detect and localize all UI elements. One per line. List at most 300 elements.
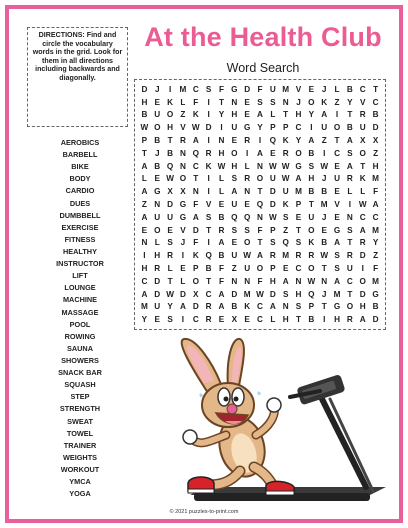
grid-letter[interactable]: D [167,199,174,209]
grid-letter[interactable]: R [205,315,212,325]
grid-letter[interactable]: V [360,97,366,107]
grid-letter[interactable]: E [231,136,238,146]
grid-letter[interactable]: B [218,212,225,222]
grid-letter[interactable]: D [205,123,212,133]
grid-letter[interactable]: B [346,84,353,94]
grid-letter[interactable]: O [256,263,264,273]
grid-letter[interactable]: E [334,161,340,171]
grid-letter[interactable]: M [372,174,379,184]
grid-letter[interactable]: S [205,212,212,222]
grid-letter[interactable]: A [269,302,276,312]
grid-letter[interactable]: V [295,84,302,94]
grid-letter[interactable]: R [205,302,212,312]
grid-letter[interactable]: E [154,174,160,184]
grid-letter[interactable]: Q [282,238,289,248]
grid-letter[interactable]: A [308,136,315,146]
grid-letter[interactable]: Q [192,148,199,158]
grid-letter[interactable]: I [246,148,249,158]
grid-letter[interactable]: R [269,251,276,261]
grid-letter[interactable]: P [193,263,199,273]
grid-letter[interactable]: F [218,276,224,286]
grid-letter[interactable]: W [358,199,367,209]
grid-letter[interactable]: E [282,263,289,273]
grid-letter[interactable]: Z [373,251,379,261]
grid-letter[interactable]: V [180,225,186,235]
grid-letter[interactable]: R [244,174,251,184]
grid-letter[interactable]: S [295,302,302,312]
grid-letter[interactable]: O [231,148,238,158]
grid-letter[interactable]: X [372,136,379,146]
grid-letter[interactable]: H [218,148,225,158]
grid-letter[interactable]: I [207,238,210,248]
grid-letter[interactable]: U [334,174,340,184]
grid-letter[interactable]: O [154,123,161,133]
grid-letter[interactable]: H [231,161,238,171]
grid-letter[interactable]: N [218,136,225,146]
grid-letter[interactable]: C [192,161,199,171]
grid-letter[interactable]: H [372,161,379,171]
grid-letter[interactable]: I [168,84,172,94]
grid-letter[interactable]: T [334,136,340,146]
grid-letter[interactable]: O [359,276,366,286]
grid-letter[interactable]: X [167,187,173,197]
grid-letter[interactable]: W [140,123,149,133]
grid-letter[interactable]: U [231,199,238,209]
grid-letter[interactable]: N [192,187,199,197]
grid-letter[interactable]: F [373,187,379,197]
grid-letter[interactable]: Q [256,199,264,209]
grid-letter[interactable]: S [205,84,212,94]
grid-letter[interactable]: N [321,276,328,286]
grid-letter[interactable]: D [359,289,366,299]
grid-letter[interactable]: T [360,161,366,171]
grid-letter[interactable]: Y [295,136,302,146]
grid-letter[interactable]: Q [166,161,174,171]
grid-letter[interactable]: I [143,251,146,261]
grid-letter[interactable]: U [269,174,276,184]
grid-letter[interactable]: U [231,251,238,261]
grid-letter[interactable]: S [167,238,173,248]
grid-letter[interactable]: I [323,315,326,325]
grid-letter[interactable]: N [257,212,263,222]
grid-letter[interactable]: A [359,225,366,235]
grid-letter[interactable]: B [231,302,238,312]
grid-letter[interactable]: E [308,84,315,94]
grid-letter[interactable]: T [296,225,302,235]
grid-letter[interactable]: F [218,84,224,94]
grid-letter[interactable]: O [346,302,354,312]
grid-letter[interactable]: A [334,276,340,286]
grid-letter[interactable]: A [359,315,366,325]
grid-letter[interactable]: D [154,289,161,299]
grid-letter[interactable]: N [346,212,353,222]
grid-letter[interactable]: D [269,187,276,197]
grid-letter[interactable]: S [347,148,353,158]
grid-letter[interactable]: A [257,110,263,120]
grid-letter[interactable]: O [308,97,315,107]
grid-letter[interactable]: Y [372,238,379,248]
grid-letter[interactable]: N [244,276,251,286]
grid-letter[interactable]: S [334,251,340,261]
grid-letter[interactable]: E [141,225,148,235]
grid-letter[interactable]: E [218,315,225,325]
grid-letter[interactable]: E [244,199,250,209]
grid-letter[interactable]: Y [308,110,315,120]
grid-letter[interactable]: H [141,97,148,107]
grid-letter[interactable]: B [205,263,212,273]
grid-letter[interactable]: R [346,251,353,261]
grid-letter[interactable]: W [281,161,290,171]
grid-letter[interactable]: E [295,212,302,222]
grid-letter[interactable]: A [372,199,379,209]
grid-letter[interactable]: L [167,263,173,273]
grid-letter[interactable]: U [321,123,328,133]
grid-letter[interactable]: H [282,315,289,325]
grid-letter[interactable]: A [321,110,328,120]
grid-letter[interactable]: M [141,302,148,312]
grid-letter[interactable]: H [295,289,302,299]
grid-letter[interactable]: C [359,212,366,222]
grid-letter[interactable]: T [167,136,173,146]
grid-letter[interactable]: W [243,251,252,261]
grid-letter[interactable]: A [141,161,148,171]
grid-letter[interactable]: C [257,302,263,312]
grid-letter[interactable]: H [141,263,148,273]
grid-letter[interactable]: R [295,251,302,261]
grid-letter[interactable]: K [205,161,212,171]
grid-letter[interactable]: O [256,174,264,184]
grid-letter[interactable]: A [141,187,148,197]
grid-letter[interactable]: F [193,97,199,107]
grid-letter[interactable]: K [167,97,174,107]
grid-letter[interactable]: K [308,238,315,248]
grid-letter[interactable]: P [141,136,148,146]
grid-letter[interactable]: Y [257,123,263,133]
grid-letter[interactable]: S [308,161,315,171]
grid-letter[interactable]: A [346,136,353,146]
grid-letter[interactable]: F [373,263,379,273]
grid-letter[interactable]: R [218,225,225,235]
grid-letter[interactable]: S [347,225,353,235]
grid-letter[interactable]: I [207,110,210,120]
grid-letter[interactable]: C [192,315,199,325]
grid-letter[interactable]: C [295,263,302,273]
grid-letter[interactable]: J [321,212,327,222]
grid-letter[interactable]: M [333,289,341,299]
grid-letter[interactable]: R [346,315,353,325]
grid-letter[interactable]: R [205,148,212,158]
grid-letter[interactable]: R [154,263,161,273]
grid-letter[interactable]: J [321,84,327,94]
grid-letter[interactable]: Z [373,148,379,158]
grid-letter[interactable]: A [218,289,225,299]
grid-letter[interactable]: T [308,199,314,209]
grid-letter[interactable]: K [282,136,289,146]
grid-letter[interactable]: G [243,123,251,133]
grid-letter[interactable]: T [373,84,379,94]
grid-letter[interactable]: A [257,251,263,261]
grid-letter[interactable]: O [192,276,199,286]
grid-letter[interactable]: N [295,276,302,286]
grid-letter[interactable]: J [321,289,327,299]
grid-letter[interactable]: A [282,276,289,286]
grid-letter[interactable]: C [205,289,212,299]
grid-letter[interactable]: A [257,148,263,158]
grid-letter[interactable]: Z [141,199,147,209]
grid-letter[interactable]: K [282,199,289,209]
grid-letter[interactable]: S [231,225,238,235]
grid-letter[interactable]: H [308,174,315,184]
grid-letter[interactable]: O [308,225,315,235]
grid-letter[interactable]: M [282,251,290,261]
grid-letter[interactable]: W [166,174,174,184]
grid-letter[interactable]: P [308,302,315,312]
grid-letter[interactable]: E [154,315,160,325]
grid-letter[interactable]: O [333,123,341,133]
grid-letter[interactable]: W [217,161,226,171]
grid-letter[interactable]: B [308,148,315,158]
grid-letter[interactable]: L [360,187,366,197]
grid-letter[interactable]: T [296,315,302,325]
grid-letter[interactable]: T [167,276,173,286]
grid-letter[interactable]: D [269,289,276,299]
grid-letter[interactable]: L [154,238,160,248]
grid-letter[interactable]: T [218,97,224,107]
grid-letter[interactable]: A [334,238,340,248]
grid-letter[interactable]: H [154,251,161,261]
grid-letter[interactable]: W [307,276,316,286]
grid-letter[interactable]: O [295,148,302,158]
grid-letter[interactable]: I [181,251,185,261]
grid-letter[interactable]: Q [308,289,315,299]
grid-letter[interactable]: Z [180,110,186,120]
grid-letter[interactable]: E [321,225,327,235]
grid-letter[interactable]: L [218,174,224,184]
grid-letter[interactable]: N [154,199,161,209]
grid-letter[interactable]: F [257,84,263,94]
grid-letter[interactable]: O [308,263,315,273]
grid-letter[interactable]: E [154,97,160,107]
grid-letter[interactable]: S [244,225,250,235]
grid-letter[interactable]: W [320,251,329,261]
grid-letter[interactable]: U [282,187,289,197]
grid-letter[interactable]: U [154,110,161,120]
grid-letter[interactable]: N [141,238,148,248]
grid-letter[interactable]: A [192,212,199,222]
grid-letter[interactable]: W [320,161,329,171]
grid-letter[interactable]: E [218,199,225,209]
grid-letter[interactable]: B [167,148,174,158]
grid-letter[interactable]: S [282,212,289,222]
grid-letter[interactable]: F [218,263,224,273]
grid-letter[interactable]: S [334,263,340,273]
grid-letter[interactable]: W [256,289,264,299]
grid-letter[interactable]: T [257,238,263,248]
grid-letter[interactable]: B [218,251,225,261]
grid-letter[interactable]: V [205,199,212,209]
grid-letter[interactable]: E [180,263,186,273]
grid-letter[interactable]: Q [269,136,277,146]
grid-letter[interactable]: L [218,187,224,197]
grid-letter[interactable]: B [372,302,379,312]
grid-letter[interactable]: T [321,302,327,312]
grid-letter[interactable]: H [269,276,276,286]
grid-letter[interactable]: U [231,123,238,133]
grid-letter[interactable]: D [372,123,379,133]
grid-letter[interactable]: W [281,174,290,184]
grid-letter[interactable]: M [243,289,251,299]
grid-letter[interactable]: C [192,84,199,94]
grid-letter[interactable]: U [308,212,315,222]
grid-letter[interactable]: L [347,187,353,197]
grid-letter[interactable]: Y [347,97,353,107]
grid-letter[interactable]: I [335,110,339,120]
grid-letter[interactable]: K [244,302,251,312]
grid-letter[interactable]: N [244,187,251,197]
grid-letter[interactable]: I [207,174,210,184]
grid-letter[interactable]: T [347,289,353,299]
grid-letter[interactable]: I [207,136,210,146]
grid-letter[interactable]: L [180,276,186,286]
grid-letter[interactable]: X [231,315,238,325]
grid-letter[interactable]: I [361,263,364,273]
grid-letter[interactable]: Y [141,315,148,325]
grid-letter[interactable]: L [270,110,276,120]
grid-letter[interactable]: R [167,251,174,261]
grid-letter[interactable]: C [359,84,366,94]
grid-letter[interactable]: E [334,187,340,197]
grid-letter[interactable]: D [244,84,251,94]
grid-letter[interactable]: A [231,187,238,197]
grid-letter[interactable]: M [179,84,187,94]
grid-letter[interactable]: A [192,136,199,146]
grid-letter[interactable]: Z [321,136,327,146]
grid-letter[interactable]: S [231,174,238,184]
grid-letter[interactable]: H [334,315,340,325]
grid-letter[interactable]: A [218,238,225,248]
grid-letter[interactable]: O [243,238,251,248]
grid-letter[interactable]: T [206,276,212,286]
grid-letter[interactable]: H [167,123,174,133]
grid-letter[interactable]: N [231,97,238,107]
grid-letter[interactable]: B [141,110,148,120]
grid-letter[interactable]: T [321,263,327,273]
grid-letter[interactable]: P [270,263,276,273]
grid-letter[interactable]: F [193,238,199,248]
grid-letter[interactable]: L [141,174,147,184]
grid-letter[interactable]: J [180,238,186,248]
grid-letter[interactable]: A [141,289,148,299]
grid-letter[interactable]: O [359,148,366,158]
grid-letter[interactable]: O [166,110,174,120]
grid-letter[interactable]: W [166,289,174,299]
grid-letter[interactable]: K [321,97,328,107]
grid-letter[interactable]: I [207,97,210,107]
grid-letter[interactable]: G [231,84,238,94]
grid-letter[interactable]: S [270,97,276,107]
grid-letter[interactable]: Z [231,263,237,273]
grid-letter[interactable]: D [192,225,199,235]
grid-letter[interactable]: Z [283,225,289,235]
grid-letter[interactable]: R [282,148,289,158]
grid-letter[interactable]: I [258,136,262,146]
grid-letter[interactable]: J [296,97,301,107]
grid-letter[interactable]: Z [334,97,340,107]
grid-letter[interactable]: G [154,187,161,197]
grid-letter[interactable]: U [346,263,353,273]
grid-letter[interactable]: G [372,289,379,299]
grid-letter[interactable]: N [179,161,186,171]
grid-letter[interactable]: M [295,187,302,197]
grid-letter[interactable]: X [193,289,199,299]
grid-letter[interactable]: E [244,110,250,120]
grid-letter[interactable]: O [179,174,187,184]
grid-letter[interactable]: E [231,238,238,248]
grid-letter[interactable]: C [334,148,340,158]
grid-letter[interactable]: J [321,174,327,184]
grid-letter[interactable]: R [244,136,251,146]
grid-letter[interactable]: F [257,225,263,235]
grid-letter[interactable]: U [167,212,174,222]
grid-letter[interactable]: E [334,212,340,222]
grid-letter[interactable]: U [154,212,161,222]
grid-letter[interactable]: I [207,187,210,197]
grid-letter[interactable]: D [269,199,276,209]
grid-letter[interactable]: X [360,136,366,146]
grid-letter[interactable]: J [154,148,160,158]
grid-letter[interactable]: T [257,187,263,197]
grid-letter[interactable]: D [359,251,366,261]
grid-letter[interactable]: H [359,302,366,312]
grid-letter[interactable]: B [308,315,315,325]
grid-letter[interactable]: V [334,199,340,209]
grid-letter[interactable]: E [244,315,250,325]
grid-letter[interactable]: T [347,238,353,248]
grid-letter[interactable]: T [141,148,147,158]
grid-letter[interactable]: Q [205,251,212,261]
grid-letter[interactable]: B [321,238,328,248]
grid-letter[interactable]: R [359,110,366,120]
grid-letter[interactable]: V [180,123,186,133]
grid-letter[interactable]: R [346,174,353,184]
grid-letter[interactable]: C [346,276,353,286]
grid-letter[interactable]: B [321,187,328,197]
grid-letter[interactable]: Y [167,302,173,312]
grid-letter[interactable]: I [310,123,313,133]
grid-letter[interactable]: L [270,315,276,325]
grid-letter[interactable]: B [372,110,379,120]
grid-letter[interactable]: T [206,225,212,235]
grid-letter[interactable]: L [244,161,250,171]
grid-letter[interactable]: S [295,238,302,248]
grid-letter[interactable]: D [231,289,238,299]
grid-letter[interactable]: U [269,84,276,94]
grid-letter[interactable]: N [179,148,186,158]
grid-letter[interactable]: N [257,161,263,171]
grid-letter[interactable]: T [193,174,199,184]
grid-letter[interactable]: C [141,276,148,286]
grid-letter[interactable]: K [359,174,366,184]
grid-letter[interactable]: G [295,161,302,171]
grid-letter[interactable]: X [180,187,186,197]
grid-letter[interactable]: B [346,123,353,133]
grid-letter[interactable]: D [372,315,379,325]
grid-letter[interactable]: L [180,97,186,107]
grid-letter[interactable]: S [270,238,276,248]
grid-letter[interactable]: G [179,212,187,222]
grid-letter[interactable]: R [359,238,366,248]
grid-letter[interactable]: D [179,289,186,299]
